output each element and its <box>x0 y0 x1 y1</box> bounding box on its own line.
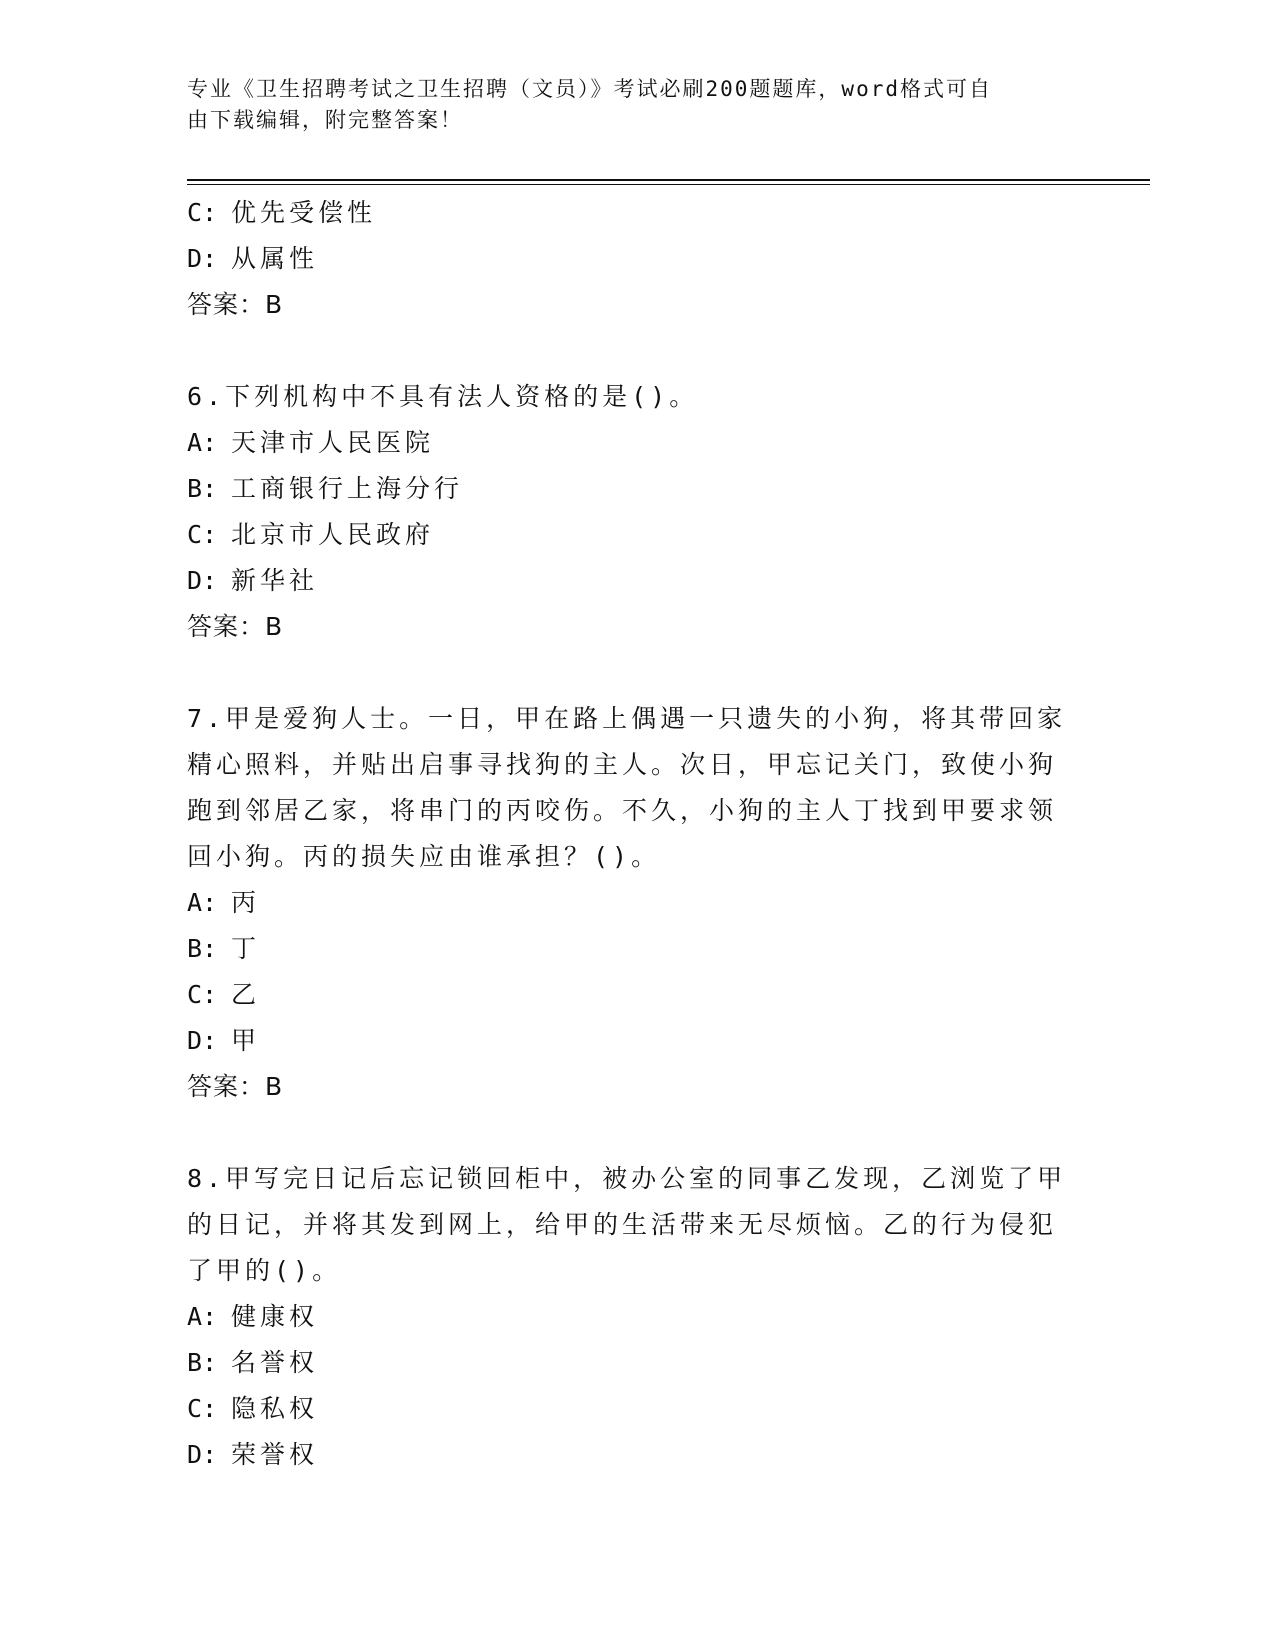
spacer <box>187 650 1067 696</box>
option-letter: B: <box>187 474 218 503</box>
question-stem-line: 精心照料，并贴出启事寻找狗的主人。次日，甲忘记关门，致使小狗 <box>187 750 1058 779</box>
option-letter: C: <box>187 1394 218 1423</box>
option-row <box>187 1018 1067 1064</box>
option-row <box>187 972 1067 1018</box>
option-text: 天津市人民医院 <box>231 428 435 457</box>
option-row <box>187 1432 1067 1478</box>
spacer <box>187 328 1067 374</box>
option-letter: D: <box>187 244 218 273</box>
option-text: 隐私权 <box>231 1394 319 1423</box>
question-stem-line: 8.甲写完日记后忘记锁回柜中，被办公室的同事乙发现，乙浏览了甲 <box>187 1164 1067 1193</box>
question-stem-line: 6.下列机构中不具有法人资格的是()。 <box>187 382 699 411</box>
option-letter: C: <box>187 198 218 227</box>
option-letter: D: <box>187 1026 218 1055</box>
option-row <box>187 1386 1067 1432</box>
option-text: 新华社 <box>231 566 319 595</box>
question-stem-line: 回小狗。丙的损失应由谁承担？()。 <box>187 842 661 871</box>
option-letter: D: <box>187 1440 218 1469</box>
option-letter: B: <box>187 1348 218 1377</box>
option-text: 甲 <box>231 1026 261 1055</box>
question-stem-line: 的日记，并将其发到网上，给甲的生活带来无尽烦恼。乙的行为侵犯 <box>187 1210 1058 1239</box>
option-letter: B: <box>187 934 218 963</box>
answer-line: 答案：B <box>187 1072 284 1101</box>
option-row <box>187 558 1067 604</box>
spacer <box>187 1110 1067 1156</box>
option-letter: C: <box>187 520 218 549</box>
header-divider-thick <box>187 179 1150 181</box>
answer-line: 答案：B <box>187 290 284 319</box>
option-text: 工商银行上海分行 <box>231 474 464 503</box>
option-text: 丁 <box>231 934 261 963</box>
option-row <box>187 190 1067 236</box>
header-line-2: 由下载编辑，附完整答案！ <box>187 108 463 132</box>
option-text: 丙 <box>231 888 261 917</box>
option-row <box>187 236 1067 282</box>
option-text: 健康权 <box>231 1302 319 1331</box>
option-text: 北京市人民政府 <box>231 520 435 549</box>
option-text: 从属性 <box>231 244 319 273</box>
header-divider-thin <box>187 184 1150 185</box>
document-header <box>187 74 1067 136</box>
option-letter: C: <box>187 980 218 1009</box>
header-line-1: 专业《卫生招聘考试之卫生招聘（文员）》考试必刷200题题库，word格式可自 <box>187 77 992 101</box>
option-letter: A: <box>187 428 218 457</box>
option-row <box>187 880 1067 926</box>
option-text: 乙 <box>231 980 261 1009</box>
option-row <box>187 926 1067 972</box>
option-letter: A: <box>187 888 218 917</box>
option-row <box>187 1294 1067 1340</box>
option-row <box>187 420 1067 466</box>
question-stem-line: 了甲的()。 <box>187 1256 342 1285</box>
option-row <box>187 1340 1067 1386</box>
option-text: 优先受偿性 <box>231 198 377 227</box>
question-stem-line: 7.甲是爱狗人士。一日，甲在路上偶遇一只遗失的小狗，将其带回家 <box>187 704 1067 733</box>
answer-line: 答案：B <box>187 612 284 641</box>
option-row <box>187 512 1067 558</box>
option-letter: D: <box>187 566 218 595</box>
option-row <box>187 466 1067 512</box>
question-content <box>187 190 1067 1478</box>
option-letter: A: <box>187 1302 218 1331</box>
option-text: 名誉权 <box>231 1348 319 1377</box>
question-stem-line: 跑到邻居乙家，将串门的丙咬伤。不久，小狗的主人丁找到甲要求领 <box>187 796 1058 825</box>
option-text: 荣誉权 <box>231 1440 319 1469</box>
